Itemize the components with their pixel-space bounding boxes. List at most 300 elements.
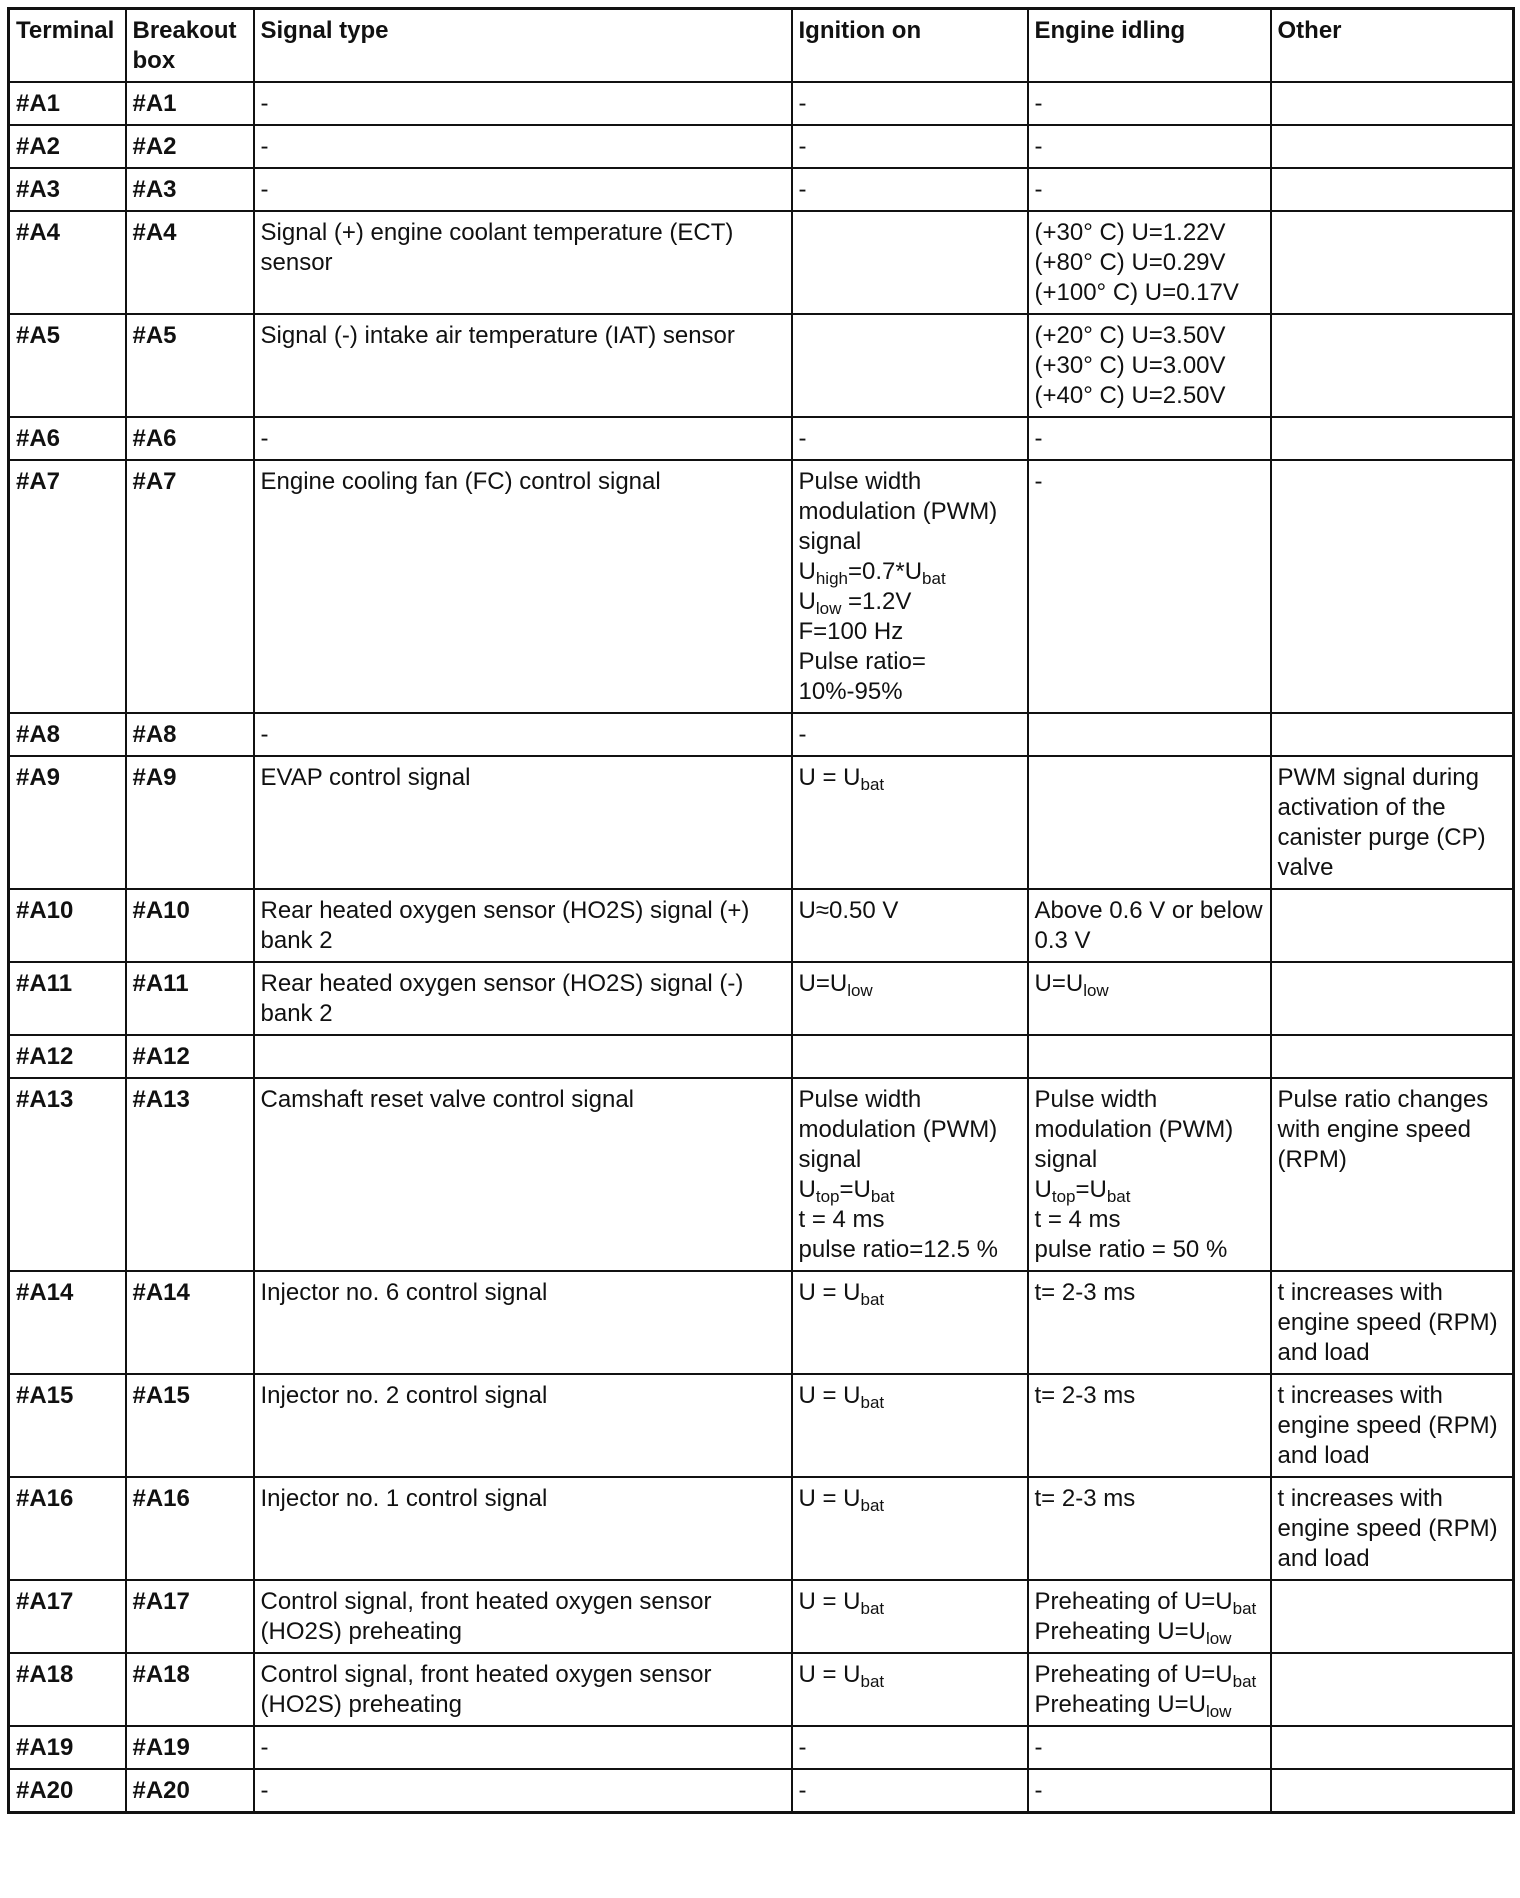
cell-text: Pulse ratio= 10%-95% bbox=[798, 648, 926, 705]
cell-ignition-on bbox=[792, 1271, 1028, 1374]
cell-line bbox=[799, 132, 1021, 162]
cell-text: U = U bbox=[798, 764, 861, 791]
cell-line bbox=[799, 467, 1021, 557]
cell-text: Above 0.6 V or below 0.3 V bbox=[1034, 897, 1263, 954]
cell-breakout-box: #A6 bbox=[126, 417, 254, 460]
cell-line bbox=[1035, 1733, 1264, 1763]
cell-terminal: #A1 bbox=[9, 82, 126, 125]
cell-line bbox=[1278, 763, 1507, 883]
cell-other bbox=[1271, 889, 1514, 962]
cell-other bbox=[1271, 125, 1514, 168]
table-row bbox=[9, 82, 1514, 125]
cell-breakout-box: #A9 bbox=[126, 756, 254, 889]
cell-signal-type bbox=[254, 1726, 792, 1769]
cell-breakout-box: #A12 bbox=[126, 1035, 254, 1078]
subscript-text: top bbox=[815, 1187, 840, 1206]
table-row bbox=[9, 756, 1514, 889]
cell-line bbox=[261, 1278, 785, 1308]
cell-breakout-box: #A19 bbox=[126, 1726, 254, 1769]
cell-breakout-box: #A20 bbox=[126, 1769, 254, 1813]
cell-line bbox=[261, 132, 785, 162]
cell-text: U = U bbox=[798, 1279, 861, 1306]
cell-other bbox=[1271, 1769, 1514, 1813]
table-row bbox=[9, 1726, 1514, 1769]
cell-text: Rear heated oxygen sensor (HO2S) signal (+) bank 2 bbox=[260, 897, 750, 954]
cell-signal-type bbox=[254, 1271, 792, 1374]
header-terminal: Terminal bbox=[9, 9, 126, 83]
cell-line bbox=[799, 1278, 1021, 1308]
cell-line bbox=[1035, 1484, 1264, 1514]
table-header bbox=[9, 9, 1514, 83]
cell-engine-idling bbox=[1028, 889, 1271, 962]
cell-other bbox=[1271, 1271, 1514, 1374]
cell-terminal: #A18 bbox=[9, 1653, 126, 1726]
cell-line bbox=[261, 1484, 785, 1514]
cell-line bbox=[1278, 1381, 1507, 1471]
cell-breakout-box: #A17 bbox=[126, 1580, 254, 1653]
cell-text: Pulse width modulation (PWM) signal bbox=[1034, 1086, 1234, 1173]
cell-ignition-on bbox=[792, 1477, 1028, 1580]
cell-terminal: #A7 bbox=[9, 460, 126, 713]
cell-line bbox=[1035, 1617, 1264, 1647]
cell-line bbox=[1035, 381, 1264, 411]
cell-engine-idling bbox=[1028, 1580, 1271, 1653]
cell-line bbox=[261, 1776, 785, 1806]
header-engine-idling: Engine idling bbox=[1028, 9, 1271, 83]
cell-line bbox=[799, 557, 1021, 587]
cell-line bbox=[799, 424, 1021, 454]
cell-text: U=U bbox=[1034, 970, 1084, 997]
cell-text: t increases with engine speed (RPM) and load bbox=[1277, 1279, 1498, 1366]
cell-engine-idling bbox=[1028, 1078, 1271, 1271]
cell-signal-type bbox=[254, 314, 792, 417]
cell-line bbox=[1035, 896, 1264, 956]
cell-other bbox=[1271, 713, 1514, 756]
cell-ignition-on bbox=[792, 460, 1028, 713]
cell-signal-type bbox=[254, 125, 792, 168]
cell-line bbox=[261, 1085, 785, 1115]
cell-breakout-box: #A8 bbox=[126, 713, 254, 756]
cell-signal-type bbox=[254, 713, 792, 756]
cell-text: t increases with engine speed (RPM) and load bbox=[1277, 1382, 1498, 1469]
cell-other bbox=[1271, 211, 1514, 314]
cell-signal-type bbox=[254, 1078, 792, 1271]
table-row bbox=[9, 460, 1514, 713]
table-row bbox=[9, 1374, 1514, 1477]
cell-line bbox=[1035, 321, 1264, 351]
subscript-text: bat bbox=[860, 1496, 885, 1515]
cell-line bbox=[799, 1733, 1021, 1763]
cell-line bbox=[1035, 1776, 1264, 1806]
cell-signal-type bbox=[254, 168, 792, 211]
cell-text: U bbox=[1034, 1176, 1052, 1203]
table-row bbox=[9, 1477, 1514, 1580]
table-row bbox=[9, 211, 1514, 314]
cell-text: - bbox=[1034, 133, 1043, 160]
cell-other bbox=[1271, 756, 1514, 889]
cell-terminal: #A20 bbox=[9, 1769, 126, 1813]
cell-signal-type bbox=[254, 1477, 792, 1580]
cell-line bbox=[1035, 424, 1264, 454]
cell-terminal: #A9 bbox=[9, 756, 126, 889]
cell-line bbox=[261, 1660, 785, 1720]
cell-line bbox=[1035, 248, 1264, 278]
cell-text: Injector no. 6 control signal bbox=[260, 1279, 548, 1306]
cell-breakout-box: #A15 bbox=[126, 1374, 254, 1477]
cell-line bbox=[799, 1776, 1021, 1806]
cell-signal-type bbox=[254, 417, 792, 460]
cell-engine-idling bbox=[1028, 314, 1271, 417]
cell-text: Signal (-) intake air temperature (IAT) sensor bbox=[260, 322, 735, 349]
cell-text: - bbox=[260, 176, 269, 203]
cell-line bbox=[799, 1175, 1021, 1205]
cell-text: PWM signal during activation of the canister purge (CP) valve bbox=[1277, 764, 1486, 881]
cell-text: U bbox=[798, 1176, 816, 1203]
cell-text: U bbox=[798, 588, 816, 615]
cell-terminal: #A13 bbox=[9, 1078, 126, 1271]
cell-text: U = U bbox=[798, 1382, 861, 1409]
subscript-text: high bbox=[815, 569, 848, 588]
cell-signal-type bbox=[254, 962, 792, 1035]
cell-text: U=U bbox=[798, 970, 848, 997]
cell-engine-idling bbox=[1028, 962, 1271, 1035]
header-row bbox=[9, 9, 1514, 83]
cell-text: U = U bbox=[798, 1661, 861, 1688]
cell-other bbox=[1271, 1477, 1514, 1580]
cell-text: EVAP control signal bbox=[260, 764, 471, 791]
cell-line bbox=[799, 587, 1021, 617]
cell-text: - bbox=[260, 1734, 269, 1761]
table-row bbox=[9, 1078, 1514, 1271]
cell-text: Rear heated oxygen sensor (HO2S) signal (-) bank 2 bbox=[260, 970, 744, 1027]
cell-terminal: #A6 bbox=[9, 417, 126, 460]
subscript-text: bat bbox=[922, 569, 946, 588]
cell-breakout-box: #A13 bbox=[126, 1078, 254, 1271]
cell-text: (+40° C) U=2.50V bbox=[1034, 382, 1226, 409]
cell-line bbox=[1035, 278, 1264, 308]
cell-line bbox=[261, 969, 785, 1029]
header-other: Other bbox=[1271, 9, 1514, 83]
table-row bbox=[9, 1769, 1514, 1813]
table-row bbox=[9, 1653, 1514, 1726]
subscript-text: bat bbox=[1232, 1599, 1257, 1618]
cell-text: (+30° C) U=3.00V bbox=[1034, 352, 1226, 379]
cell-ignition-on bbox=[792, 168, 1028, 211]
cell-terminal: #A5 bbox=[9, 314, 126, 417]
cell-text: =U bbox=[1075, 1176, 1107, 1203]
subscript-text: bat bbox=[1106, 1187, 1131, 1206]
cell-engine-idling bbox=[1028, 168, 1271, 211]
cell-text: - bbox=[1034, 1777, 1043, 1804]
header-signal-type: Signal type bbox=[254, 9, 792, 83]
cell-line bbox=[799, 1587, 1021, 1617]
cell-text: pulse ratio = 50 % bbox=[1034, 1236, 1228, 1263]
cell-text: t= 2-3 ms bbox=[1034, 1485, 1136, 1512]
cell-line bbox=[1035, 467, 1264, 497]
cell-line bbox=[799, 1381, 1021, 1411]
cell-line bbox=[799, 763, 1021, 793]
cell-text: Preheating of U=U bbox=[1034, 1661, 1233, 1688]
cell-text: - bbox=[1034, 425, 1043, 452]
cell-line bbox=[1035, 1278, 1264, 1308]
cell-ignition-on bbox=[792, 211, 1028, 314]
table-row bbox=[9, 168, 1514, 211]
cell-line bbox=[261, 321, 785, 351]
table-body bbox=[9, 82, 1514, 1813]
cell-text: Preheating U=U bbox=[1034, 1618, 1206, 1645]
cell-line bbox=[799, 1660, 1021, 1690]
subscript-text: bat bbox=[860, 1290, 885, 1309]
cell-signal-type bbox=[254, 82, 792, 125]
cell-text: - bbox=[260, 90, 269, 117]
cell-text: - bbox=[798, 721, 807, 748]
cell-text: - bbox=[260, 133, 269, 160]
cell-text: Pulse width modulation (PWM) signal bbox=[798, 1086, 998, 1173]
table-row bbox=[9, 713, 1514, 756]
cell-terminal: #A16 bbox=[9, 1477, 126, 1580]
cell-line bbox=[1035, 1587, 1264, 1617]
cell-line bbox=[799, 969, 1021, 999]
cell-breakout-box: #A4 bbox=[126, 211, 254, 314]
cell-ignition-on bbox=[792, 1653, 1028, 1726]
table-row bbox=[9, 1035, 1514, 1078]
cell-text: Preheating U=U bbox=[1034, 1691, 1206, 1718]
cell-engine-idling bbox=[1028, 713, 1271, 756]
cell-text: - bbox=[798, 1734, 807, 1761]
cell-other bbox=[1271, 1580, 1514, 1653]
cell-breakout-box: #A2 bbox=[126, 125, 254, 168]
cell-line bbox=[799, 896, 1021, 926]
subscript-text: bat bbox=[860, 1672, 885, 1691]
cell-line bbox=[261, 763, 785, 793]
cell-line bbox=[1035, 1381, 1264, 1411]
cell-engine-idling bbox=[1028, 1271, 1271, 1374]
cell-ignition-on bbox=[792, 889, 1028, 962]
cell-signal-type bbox=[254, 1374, 792, 1477]
cell-ignition-on bbox=[792, 1035, 1028, 1078]
cell-engine-idling bbox=[1028, 1653, 1271, 1726]
cell-breakout-box: #A14 bbox=[126, 1271, 254, 1374]
cell-text: Injector no. 1 control signal bbox=[260, 1485, 548, 1512]
cell-text: t= 2-3 ms bbox=[1034, 1279, 1136, 1306]
cell-engine-idling bbox=[1028, 125, 1271, 168]
cell-line bbox=[1035, 1690, 1264, 1720]
cell-line bbox=[1035, 351, 1264, 381]
cell-engine-idling bbox=[1028, 1769, 1271, 1813]
subscript-text: low bbox=[1205, 1629, 1232, 1648]
cell-breakout-box: #A11 bbox=[126, 962, 254, 1035]
cell-line bbox=[799, 89, 1021, 119]
cell-line bbox=[799, 1235, 1021, 1265]
cell-engine-idling bbox=[1028, 1477, 1271, 1580]
cell-other bbox=[1271, 460, 1514, 713]
cell-line bbox=[1035, 89, 1264, 119]
cell-terminal: #A14 bbox=[9, 1271, 126, 1374]
cell-line bbox=[261, 896, 785, 956]
cell-terminal: #A10 bbox=[9, 889, 126, 962]
cell-text: (+30° C) U=1.22V bbox=[1034, 219, 1226, 246]
cell-other bbox=[1271, 168, 1514, 211]
cell-line bbox=[799, 720, 1021, 750]
cell-signal-type bbox=[254, 756, 792, 889]
cell-ignition-on bbox=[792, 1374, 1028, 1477]
cell-text: Camshaft reset valve control signal bbox=[260, 1086, 634, 1113]
cell-signal-type bbox=[254, 1580, 792, 1653]
cell-text: F=100 Hz bbox=[798, 618, 904, 645]
cell-other bbox=[1271, 314, 1514, 417]
table-row bbox=[9, 417, 1514, 460]
cell-line bbox=[261, 218, 785, 278]
subscript-text: bat bbox=[870, 1187, 895, 1206]
cell-line bbox=[799, 1085, 1021, 1175]
cell-breakout-box: #A7 bbox=[126, 460, 254, 713]
cell-ignition-on bbox=[792, 1078, 1028, 1271]
cell-text: Preheating of U=U bbox=[1034, 1588, 1233, 1615]
cell-text: t = 4 ms bbox=[1034, 1206, 1121, 1233]
cell-text: - bbox=[1034, 176, 1043, 203]
cell-breakout-box: #A5 bbox=[126, 314, 254, 417]
cell-engine-idling bbox=[1028, 1726, 1271, 1769]
cell-signal-type bbox=[254, 1035, 792, 1078]
cell-line bbox=[261, 89, 785, 119]
cell-text: - bbox=[798, 1777, 807, 1804]
subscript-text: low bbox=[1205, 1702, 1232, 1721]
cell-other bbox=[1271, 1078, 1514, 1271]
subscript-text: low bbox=[847, 981, 873, 1000]
cell-line bbox=[261, 175, 785, 205]
cell-engine-idling bbox=[1028, 82, 1271, 125]
cell-terminal: #A2 bbox=[9, 125, 126, 168]
cell-breakout-box: #A10 bbox=[126, 889, 254, 962]
table-row bbox=[9, 962, 1514, 1035]
cell-text: Control signal, front heated oxygen sensor (HO2S) preheating bbox=[260, 1588, 712, 1645]
cell-line bbox=[799, 1484, 1021, 1514]
cell-breakout-box: #A16 bbox=[126, 1477, 254, 1580]
cell-text: t = 4 ms bbox=[798, 1206, 885, 1233]
cell-engine-idling bbox=[1028, 1035, 1271, 1078]
cell-text: Pulse width modulation (PWM) signal bbox=[798, 468, 998, 555]
cell-signal-type bbox=[254, 1653, 792, 1726]
cell-ignition-on bbox=[792, 713, 1028, 756]
cell-signal-type bbox=[254, 889, 792, 962]
cell-terminal: #A8 bbox=[9, 713, 126, 756]
cell-text: t increases with engine speed (RPM) and load bbox=[1277, 1485, 1498, 1572]
header-breakout-box: Breakout box bbox=[126, 9, 254, 83]
cell-ignition-on bbox=[792, 417, 1028, 460]
subscript-text: top bbox=[1051, 1187, 1076, 1206]
cell-other bbox=[1271, 1726, 1514, 1769]
cell-text: Control signal, front heated oxygen sensor (HO2S) preheating bbox=[260, 1661, 712, 1718]
subscript-text: bat bbox=[860, 1393, 885, 1412]
cell-text: Injector no. 2 control signal bbox=[260, 1382, 548, 1409]
cell-breakout-box: #A18 bbox=[126, 1653, 254, 1726]
header-ignition-on: Ignition on bbox=[792, 9, 1028, 83]
cell-line bbox=[261, 1381, 785, 1411]
cell-other bbox=[1271, 1035, 1514, 1078]
cell-other bbox=[1271, 962, 1514, 1035]
cell-terminal: #A3 bbox=[9, 168, 126, 211]
cell-ignition-on bbox=[792, 82, 1028, 125]
cell-other bbox=[1271, 82, 1514, 125]
cell-text: =1.2V bbox=[841, 588, 912, 615]
cell-ignition-on bbox=[792, 756, 1028, 889]
cell-text: (+100° C) U=0.17V bbox=[1034, 279, 1239, 306]
cell-line bbox=[799, 617, 1021, 647]
cell-terminal: #A17 bbox=[9, 1580, 126, 1653]
cell-line bbox=[1035, 1660, 1264, 1690]
cell-ignition-on bbox=[792, 1726, 1028, 1769]
cell-line bbox=[799, 647, 1021, 707]
cell-line bbox=[1278, 1278, 1507, 1368]
cell-line bbox=[261, 1587, 785, 1647]
cell-text: (+20° C) U=3.50V bbox=[1034, 322, 1226, 349]
table-row bbox=[9, 125, 1514, 168]
cell-line bbox=[1035, 218, 1264, 248]
cell-signal-type bbox=[254, 211, 792, 314]
cell-text: U bbox=[798, 558, 816, 585]
cell-line bbox=[261, 720, 785, 750]
signal-spec-table bbox=[7, 7, 1515, 1814]
subscript-text: bat bbox=[860, 1599, 885, 1618]
cell-text: (+80° C) U=0.29V bbox=[1034, 249, 1226, 276]
cell-ignition-on bbox=[792, 1769, 1028, 1813]
cell-text: U≈0.50 V bbox=[798, 897, 899, 924]
cell-text: U = U bbox=[798, 1588, 861, 1615]
cell-terminal: #A11 bbox=[9, 962, 126, 1035]
cell-signal-type bbox=[254, 460, 792, 713]
cell-line bbox=[261, 467, 785, 497]
cell-terminal: #A4 bbox=[9, 211, 126, 314]
cell-other bbox=[1271, 1374, 1514, 1477]
cell-line bbox=[1035, 1205, 1264, 1235]
cell-text: pulse ratio=12.5 % bbox=[798, 1236, 998, 1263]
subscript-text: bat bbox=[1232, 1672, 1257, 1691]
cell-text: - bbox=[798, 90, 807, 117]
cell-engine-idling bbox=[1028, 756, 1271, 889]
cell-other bbox=[1271, 417, 1514, 460]
cell-terminal: #A12 bbox=[9, 1035, 126, 1078]
cell-text: =U bbox=[839, 1176, 871, 1203]
cell-line bbox=[1278, 1085, 1507, 1175]
cell-text: - bbox=[1034, 1734, 1043, 1761]
cell-terminal: #A15 bbox=[9, 1374, 126, 1477]
table-row bbox=[9, 1580, 1514, 1653]
cell-text: - bbox=[260, 1777, 269, 1804]
cell-text: U = U bbox=[798, 1485, 861, 1512]
cell-text: =0.7*U bbox=[847, 558, 923, 585]
cell-other bbox=[1271, 1653, 1514, 1726]
table-row bbox=[9, 314, 1514, 417]
cell-text: - bbox=[1034, 90, 1043, 117]
cell-breakout-box: #A1 bbox=[126, 82, 254, 125]
cell-text: Pulse ratio changes with engine speed (RPM) bbox=[1277, 1086, 1489, 1173]
table-row bbox=[9, 889, 1514, 962]
cell-text: - bbox=[798, 133, 807, 160]
cell-ignition-on bbox=[792, 314, 1028, 417]
cell-text: - bbox=[260, 721, 269, 748]
cell-text: - bbox=[798, 176, 807, 203]
cell-ignition-on bbox=[792, 962, 1028, 1035]
subscript-text: low bbox=[1083, 981, 1109, 1000]
cell-engine-idling bbox=[1028, 417, 1271, 460]
cell-line bbox=[1035, 1085, 1264, 1175]
cell-line bbox=[1035, 969, 1264, 999]
cell-breakout-box: #A3 bbox=[126, 168, 254, 211]
cell-line bbox=[261, 424, 785, 454]
cell-ignition-on bbox=[792, 125, 1028, 168]
cell-engine-idling bbox=[1028, 1374, 1271, 1477]
cell-text: Signal (+) engine coolant temperature (ECT) sensor bbox=[260, 219, 734, 276]
